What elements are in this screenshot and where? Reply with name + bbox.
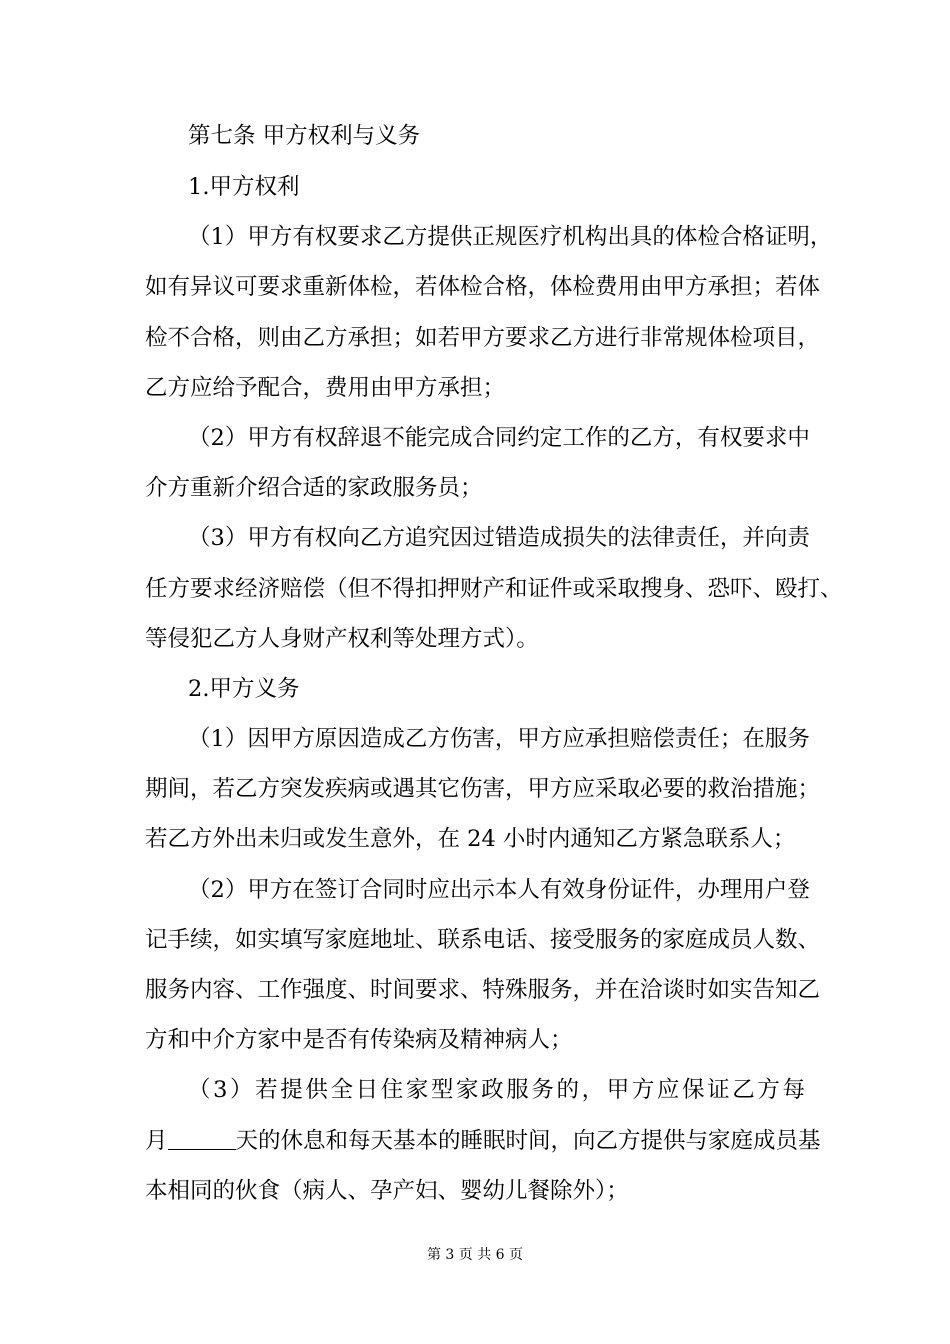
paragraph-line: 检不合格，则由乙方承担；如若甲方要求乙方进行非常规体检项目， [145,325,821,351]
paragraph-line: （3）若提供全日住家型家政服务的，甲方应保证乙方每 [188,1077,805,1103]
paragraph-line: 等侵犯乙方人身财产权利等处理方式）。 [145,626,539,652]
paragraph-line: 任方要求经济赔偿（但不得扣押财产和证件或采取搜身、恐吓、殴打、 [145,576,843,602]
paragraph-line: 方和中介方家中是否有传染病及精神病人； [145,1027,573,1053]
paragraph-line-with-blank [145,1126,821,1156]
paragraph-line: 本相同的伙食（病人、孕产妇、婴幼儿餐除外）； [145,1178,629,1204]
page-number: 第 3 页 共 6 页 [426,1247,524,1263]
blank-line-suffix: 天的休息和每天基本的睡眠时间，向乙方提供与家庭成员基 [235,1128,821,1154]
section-heading-obligations: 2.甲方义务 [188,676,300,702]
paragraph-line: 若乙方外出未归或发生意外，在 24 小时内通知乙方紧急联系人； [145,826,796,852]
paragraph-line: （1）因甲方原因造成乙方伤害，甲方应承担赔偿责任；在服务 [188,726,810,752]
paragraph-line: （1）甲方有权要求乙方提供正规医疗机构出具的体检合格证明， [188,224,833,250]
blank-line-prefix: 月 [145,1128,168,1154]
paragraph-line: 乙方应给予配合，费用由甲方承担； [145,375,506,401]
paragraph-line: （2）甲方在签订合同时应出示本人有效身份证件，办理用户登 [188,877,810,903]
paragraph-line: 服务内容、工作强度、时间要求、特殊服务，并在洽谈时如实告知乙 [145,977,821,1003]
fill-in-blank[interactable] [168,1127,236,1150]
paragraph-line: 介方重新介绍合适的家政服务员； [145,475,483,501]
paragraph-line: 期间，若乙方突发疾病或遇其它伤害，甲方应采取必要的救治措施； [145,776,821,802]
paragraph-line: 如有异议可要求重新体检，若体检合格，体检费用由甲方承担；若体 [145,274,821,300]
section-heading-rights: 1.甲方权利 [188,174,300,200]
paragraph-line: （3）甲方有权向乙方追究因过错造成损失的法律责任，并向责 [188,525,810,551]
paragraph-line: （2）甲方有权辞退不能完成合同约定工作的乙方，有权要求中 [188,425,810,451]
article-heading: 第七条 甲方权利与义务 [188,123,421,149]
paragraph-line: 记手续，如实填写家庭地址、联系电话、接受服务的家庭成员人数、 [145,927,821,953]
